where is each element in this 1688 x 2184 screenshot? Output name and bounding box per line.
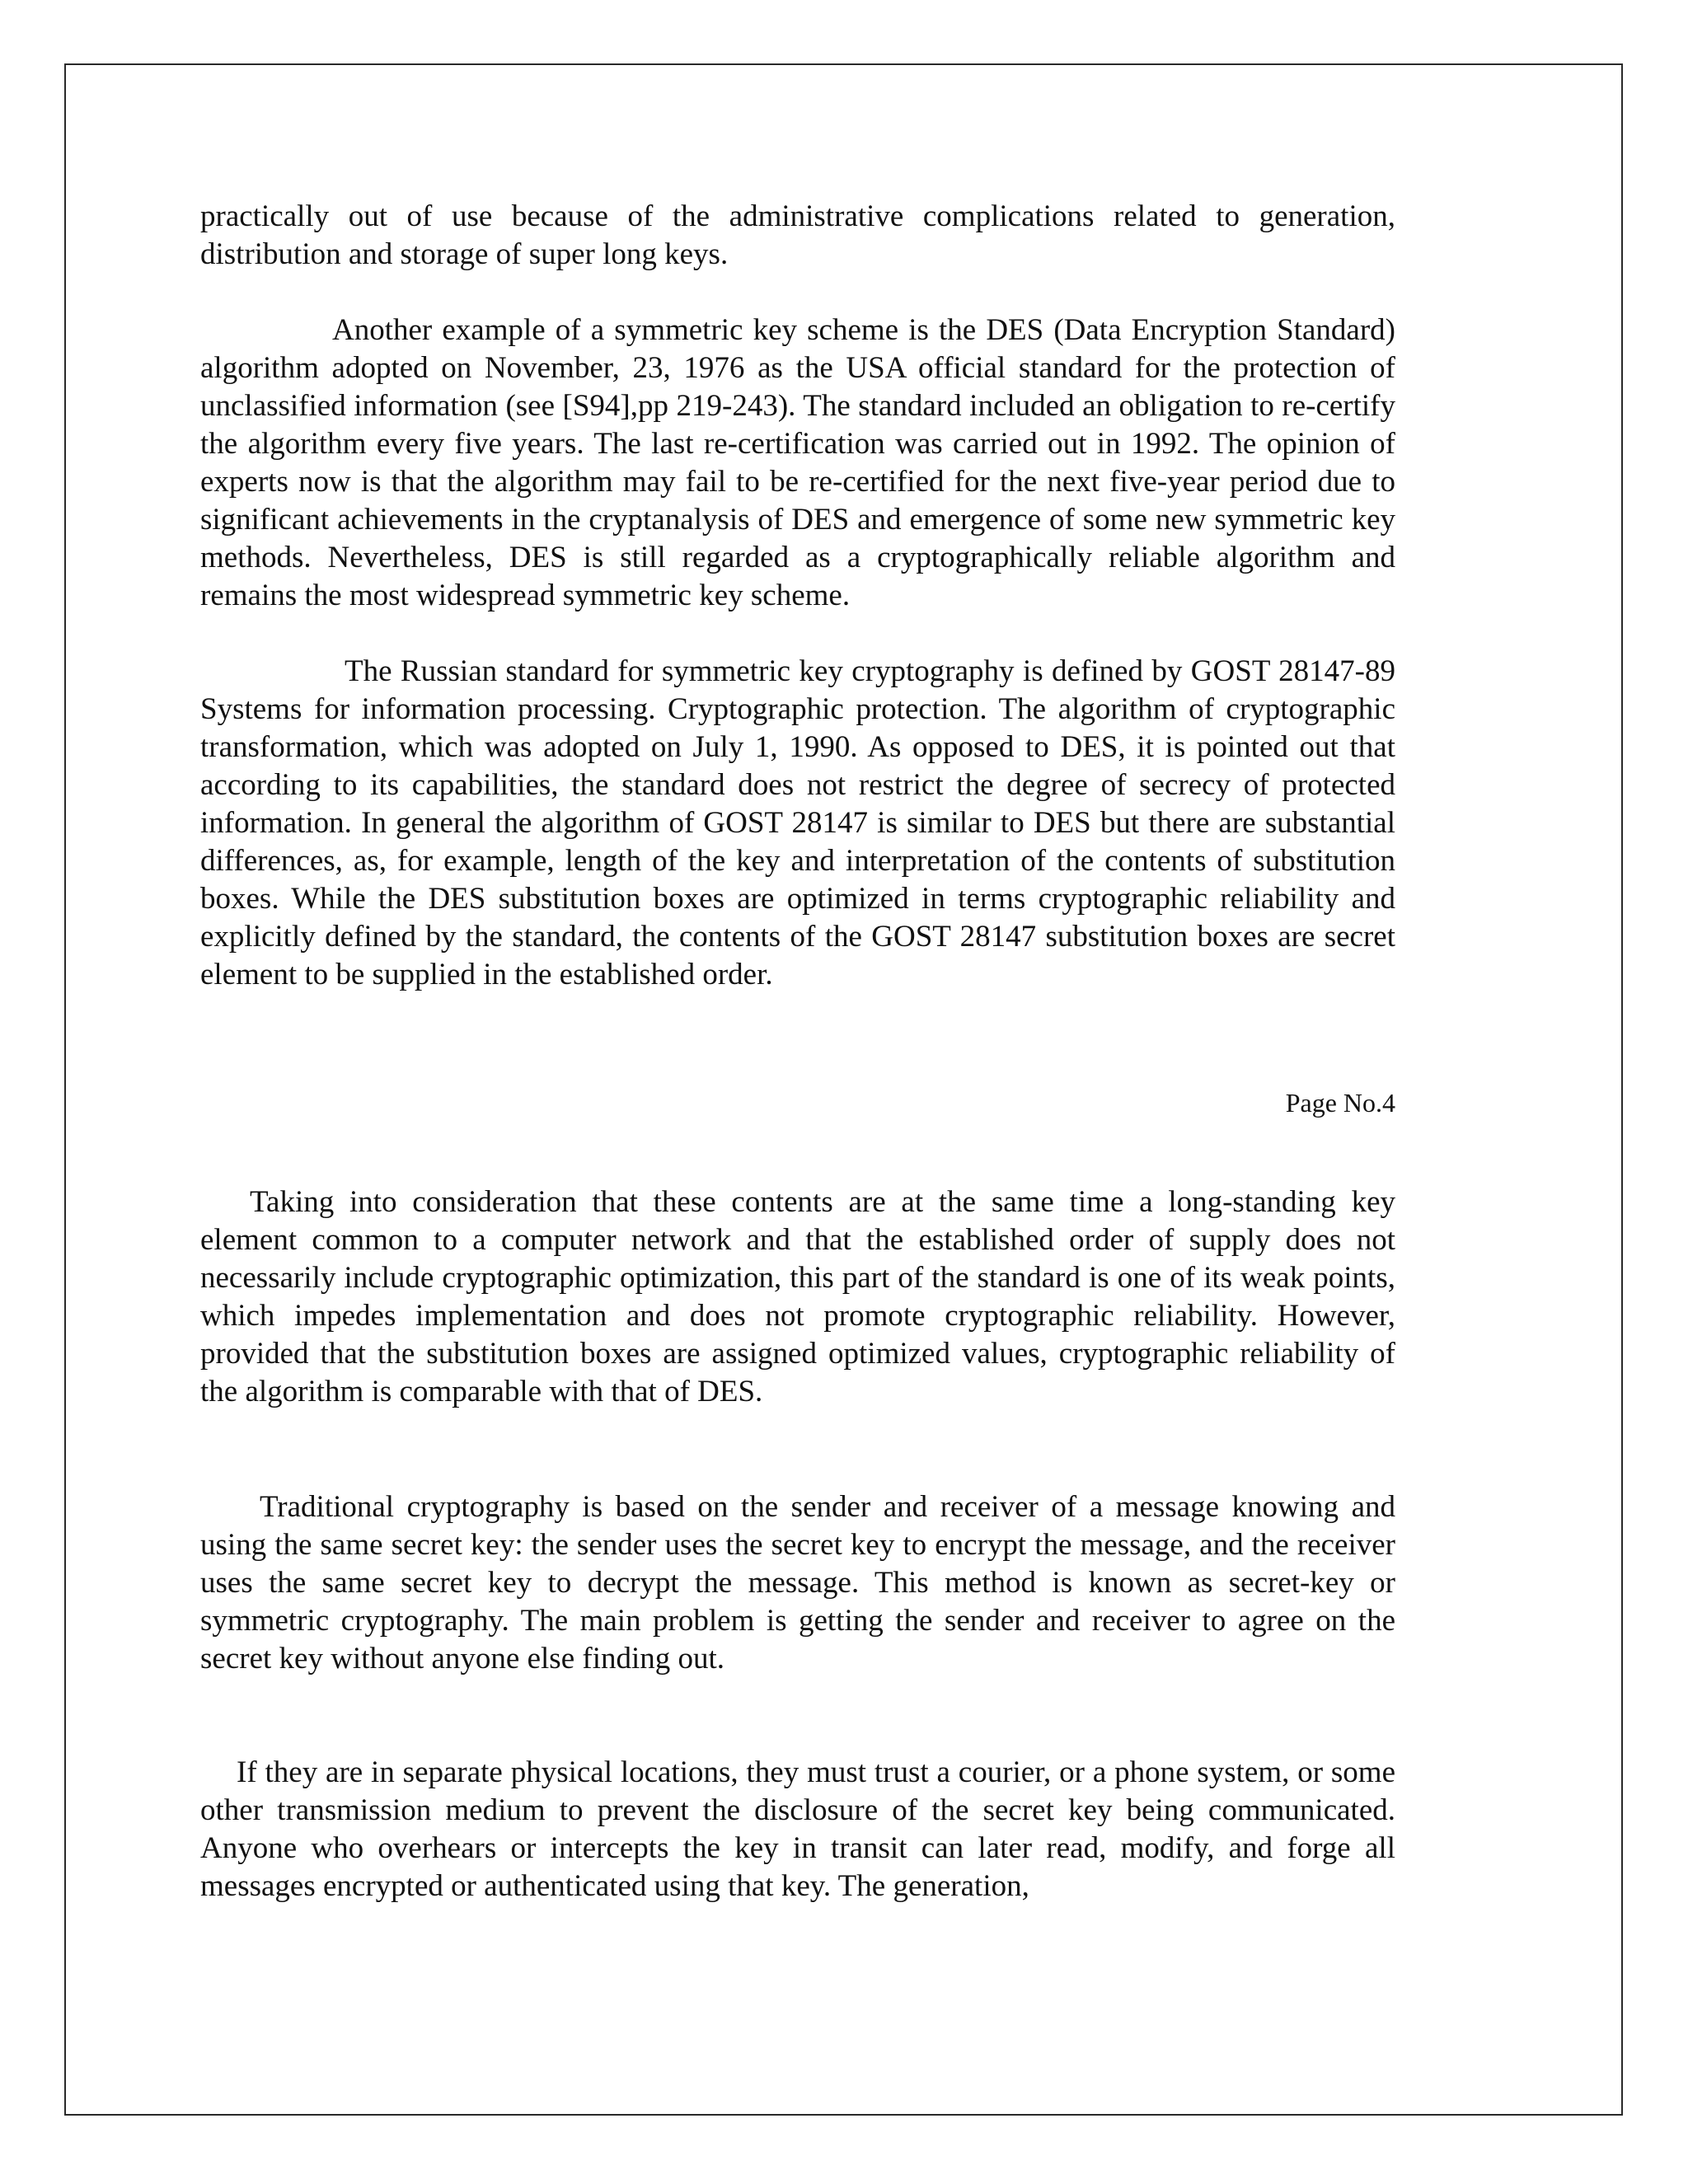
- page-number: Page No.4: [1285, 1088, 1395, 1118]
- document-body: [200, 198, 1456, 1905]
- paragraph-gost: The Russian standard for symmetric key cryptography is defined by GOST 28147-89 Systems for information processing. Cryptographic protection. The algorithm of cryptographic transformation, which was adopted on July 1, 1990. As opposed to DES, it is pointed out that according to its capabilities, the standard does not restrict the degree of secrecy of protected information. In general the algorithm of GOST 28147 is similar to DES but there are substantial differences, as, for example, length of the key and interpretation of the contents of substitution boxes. While the DES substitution boxes are optimized in terms cryptographic reliability and explicitly defined by the standard, the contents of the GOST 28147 substitution boxes are secret element to be supplied in the established order.: [200, 654, 1395, 991]
- paragraph-des: Another example of a symmetric key scheme is the DES (Data Encryption Standard) algorithm adopted on November, 23, 1976 as the USA official standard for the protection of unclassified information (see [S94],pp 219-243). The standard included an obligation to re-certify the algorithm every five years. The last re-certification was carried out in 1992. The opinion of experts now is that the algorithm may fail to be re-certified for the next five-year period due to significant achievements in the cryptanalysis of DES and emergence of some new symmetric key methods. Nevertheless, DES is still regarded as a cryptographically reliable algorithm and remains the most widespread symmetric key scheme.: [200, 313, 1395, 612]
- paragraph-traditional-cryptography: Traditional cryptography is based on the sender and receiver of a message knowing and using the same secret key: the sender uses the secret key to encrypt the message, and the receiver uses the same secret key to decrypt the message. This method is known as secret-key or symmetric cryptography. The main problem is getting the sender and receiver to agree on the secret key without anyone else finding out.: [200, 1490, 1395, 1675]
- paragraph-keys-storage: practically out of use because of the administrative complications related to generation, distribution and storage of super long keys.: [200, 199, 1395, 271]
- paragraph-substitution-boxes: Taking into consideration that these contents are at the same time a long-standing key element common to a computer network and that the established order of supply does not necessarily include cryptographic optimization, this part of the standard is one of its weak points, which impedes implementation and does not promote cryptographic reliability. However, provided that the substitution boxes are assigned optimized values, cryptographic reliability of the algorithm is comparable with that of DES.: [200, 1185, 1395, 1408]
- paragraph-key-distribution: If they are in separate physical locations, they must trust a courier, or a phone system, or some other transmission medium to prevent the disclosure of the secret key being communicated. Anyone who overhears or intercepts the key in transit can later read, modify, and forge all messages encrypted or authenticated using that key. The generation,: [200, 1755, 1456, 1903]
